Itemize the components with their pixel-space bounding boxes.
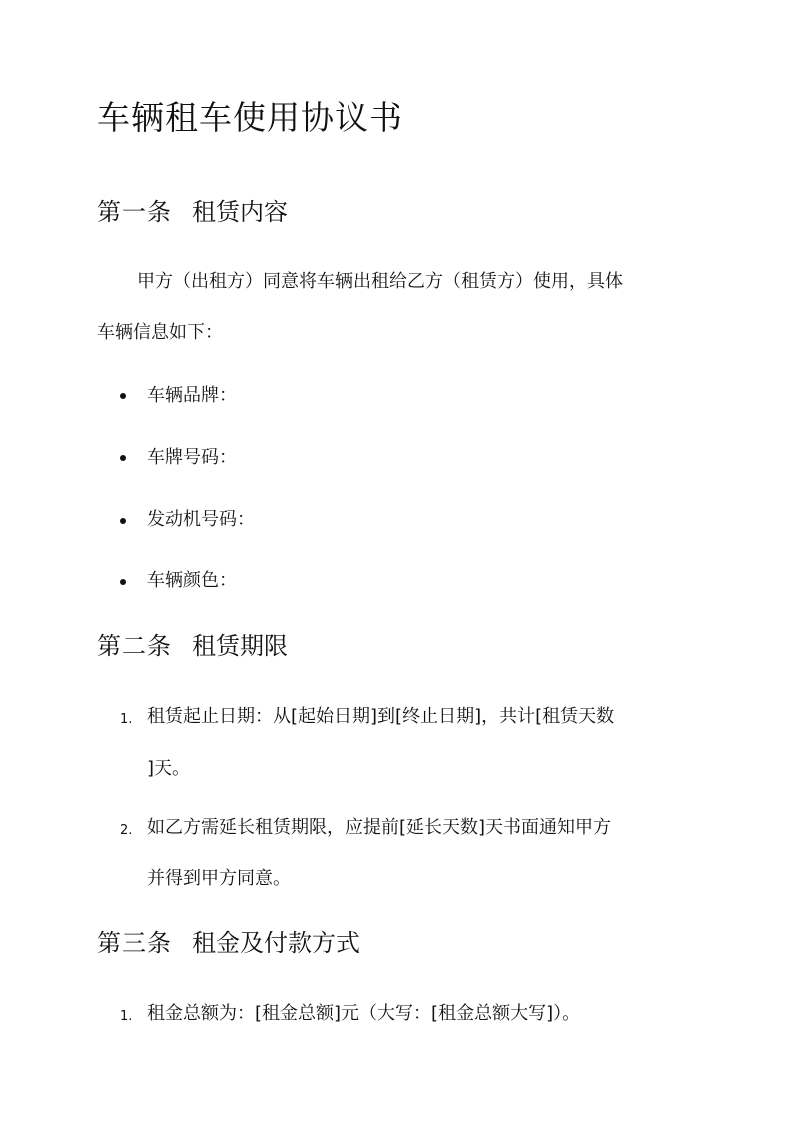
section-2-item-2-line-1: 如乙方需延长租赁期限，应提前[延长天数]天书面通知甲方 — [147, 817, 612, 838]
list-item-engine-number: 发动机号码： — [147, 509, 255, 530]
section-2-heading — [97, 630, 288, 662]
list-number-marker: 1. — [120, 712, 133, 727]
section-1-title: 租赁内容 — [192, 198, 288, 226]
bullet-icon — [120, 455, 126, 461]
section-2-title: 租赁期限 — [192, 632, 288, 660]
list-item-vehicle-color: 车辆颜色： — [147, 570, 237, 591]
list-item-vehicle-brand: 车辆品牌： — [147, 385, 237, 406]
section-2-item-1-line-1: 租赁起止日期：从[起始日期]到[终止日期]，共计[租赁天数 — [147, 706, 615, 727]
bullet-icon — [120, 393, 126, 399]
section-3-number: 第三条 — [97, 929, 172, 957]
section-2-item-2-line-2: 并得到甲方同意。 — [147, 868, 291, 889]
section-3-item-1-line-1: 租金总额为：[租金总额]元（大写：[租金总额大写]）。 — [147, 1003, 581, 1024]
section-1-intro-line-2: 车辆信息如下： — [97, 322, 223, 343]
section-1-heading — [97, 196, 288, 228]
section-1-number: 第一条 — [97, 198, 172, 226]
section-3-title: 租金及付款方式 — [192, 929, 360, 957]
bullet-icon — [120, 518, 126, 524]
list-item-plate-number: 车牌号码： — [147, 447, 237, 468]
section-2-item-1-line-2: ]天。 — [147, 758, 191, 779]
section-3-heading — [97, 927, 360, 959]
section-1-intro-line-1: 甲方（出租方）同意将车辆出租给乙方（租赁方）使用，具体 — [137, 271, 623, 292]
list-number-marker: 2. — [120, 823, 133, 838]
section-2-number: 第二条 — [97, 632, 172, 660]
bullet-icon — [120, 579, 126, 585]
document-title: 车辆租车使用协议书 — [97, 98, 403, 137]
list-number-marker: 1. — [120, 1009, 133, 1024]
